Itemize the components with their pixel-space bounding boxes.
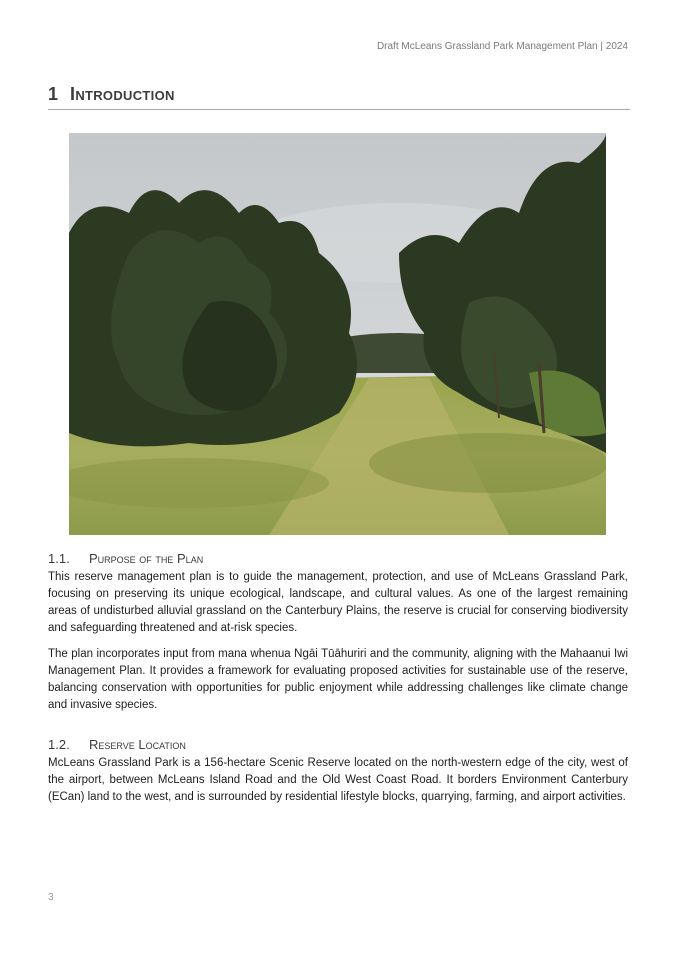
running-header: Draft McLeans Grassland Park Management Plan | 2024: [376, 41, 628, 52]
section-number: 1.2.: [48, 737, 70, 752]
chapter-number: 1: [48, 84, 59, 104]
paragraph-purpose-2: The plan incorporates input from mana whenua Ngāi Tūāhuriri and the community, aligning with the Mahaanui Iwi Management Plan. It provides a framework for evaluating proposed activities for sustainable use of the reserve, balancing conservation with opportunities for public enjoyment while addressing challenges like climate change and invasive species.: [48, 648, 628, 711]
landscape-photo: [69, 133, 606, 535]
section-number: 1.1.: [48, 551, 70, 566]
paragraph-purpose-1: This reserve management plan is to guide the management, protection, and use of McLeans Grassland Park, focusing on preserving its unique ecological, landscape, and cultural values. As one of the largest remaining areas of undisturbed alluvial grassland on the Canterbury Plains, the reserve is crucial for conserving biodiversity and safeguarding threatened and at-risk species.: [48, 571, 628, 634]
section-heading-purpose: [48, 551, 203, 566]
chapter-title: Introduction: [70, 84, 175, 104]
landscape-photo-illustration: [69, 133, 606, 535]
page-number: 3: [48, 892, 54, 903]
paragraph-location-1: McLeans Grassland Park is a 156-hectare Scenic Reserve located on the north-western edge of the city, west of the airport, between McLeans Island Road and the Old West Coast Road. It borders Environment Canterbury (ECan) land to the west, and is surrounded by residential lifestyle blocks, quarrying, farming, and airport activities.: [48, 757, 628, 803]
section-heading-location: [48, 737, 186, 752]
section-title: Reserve Location: [89, 737, 186, 752]
section-title: Purpose of the Plan: [89, 551, 204, 566]
chapter-heading: [48, 84, 630, 110]
